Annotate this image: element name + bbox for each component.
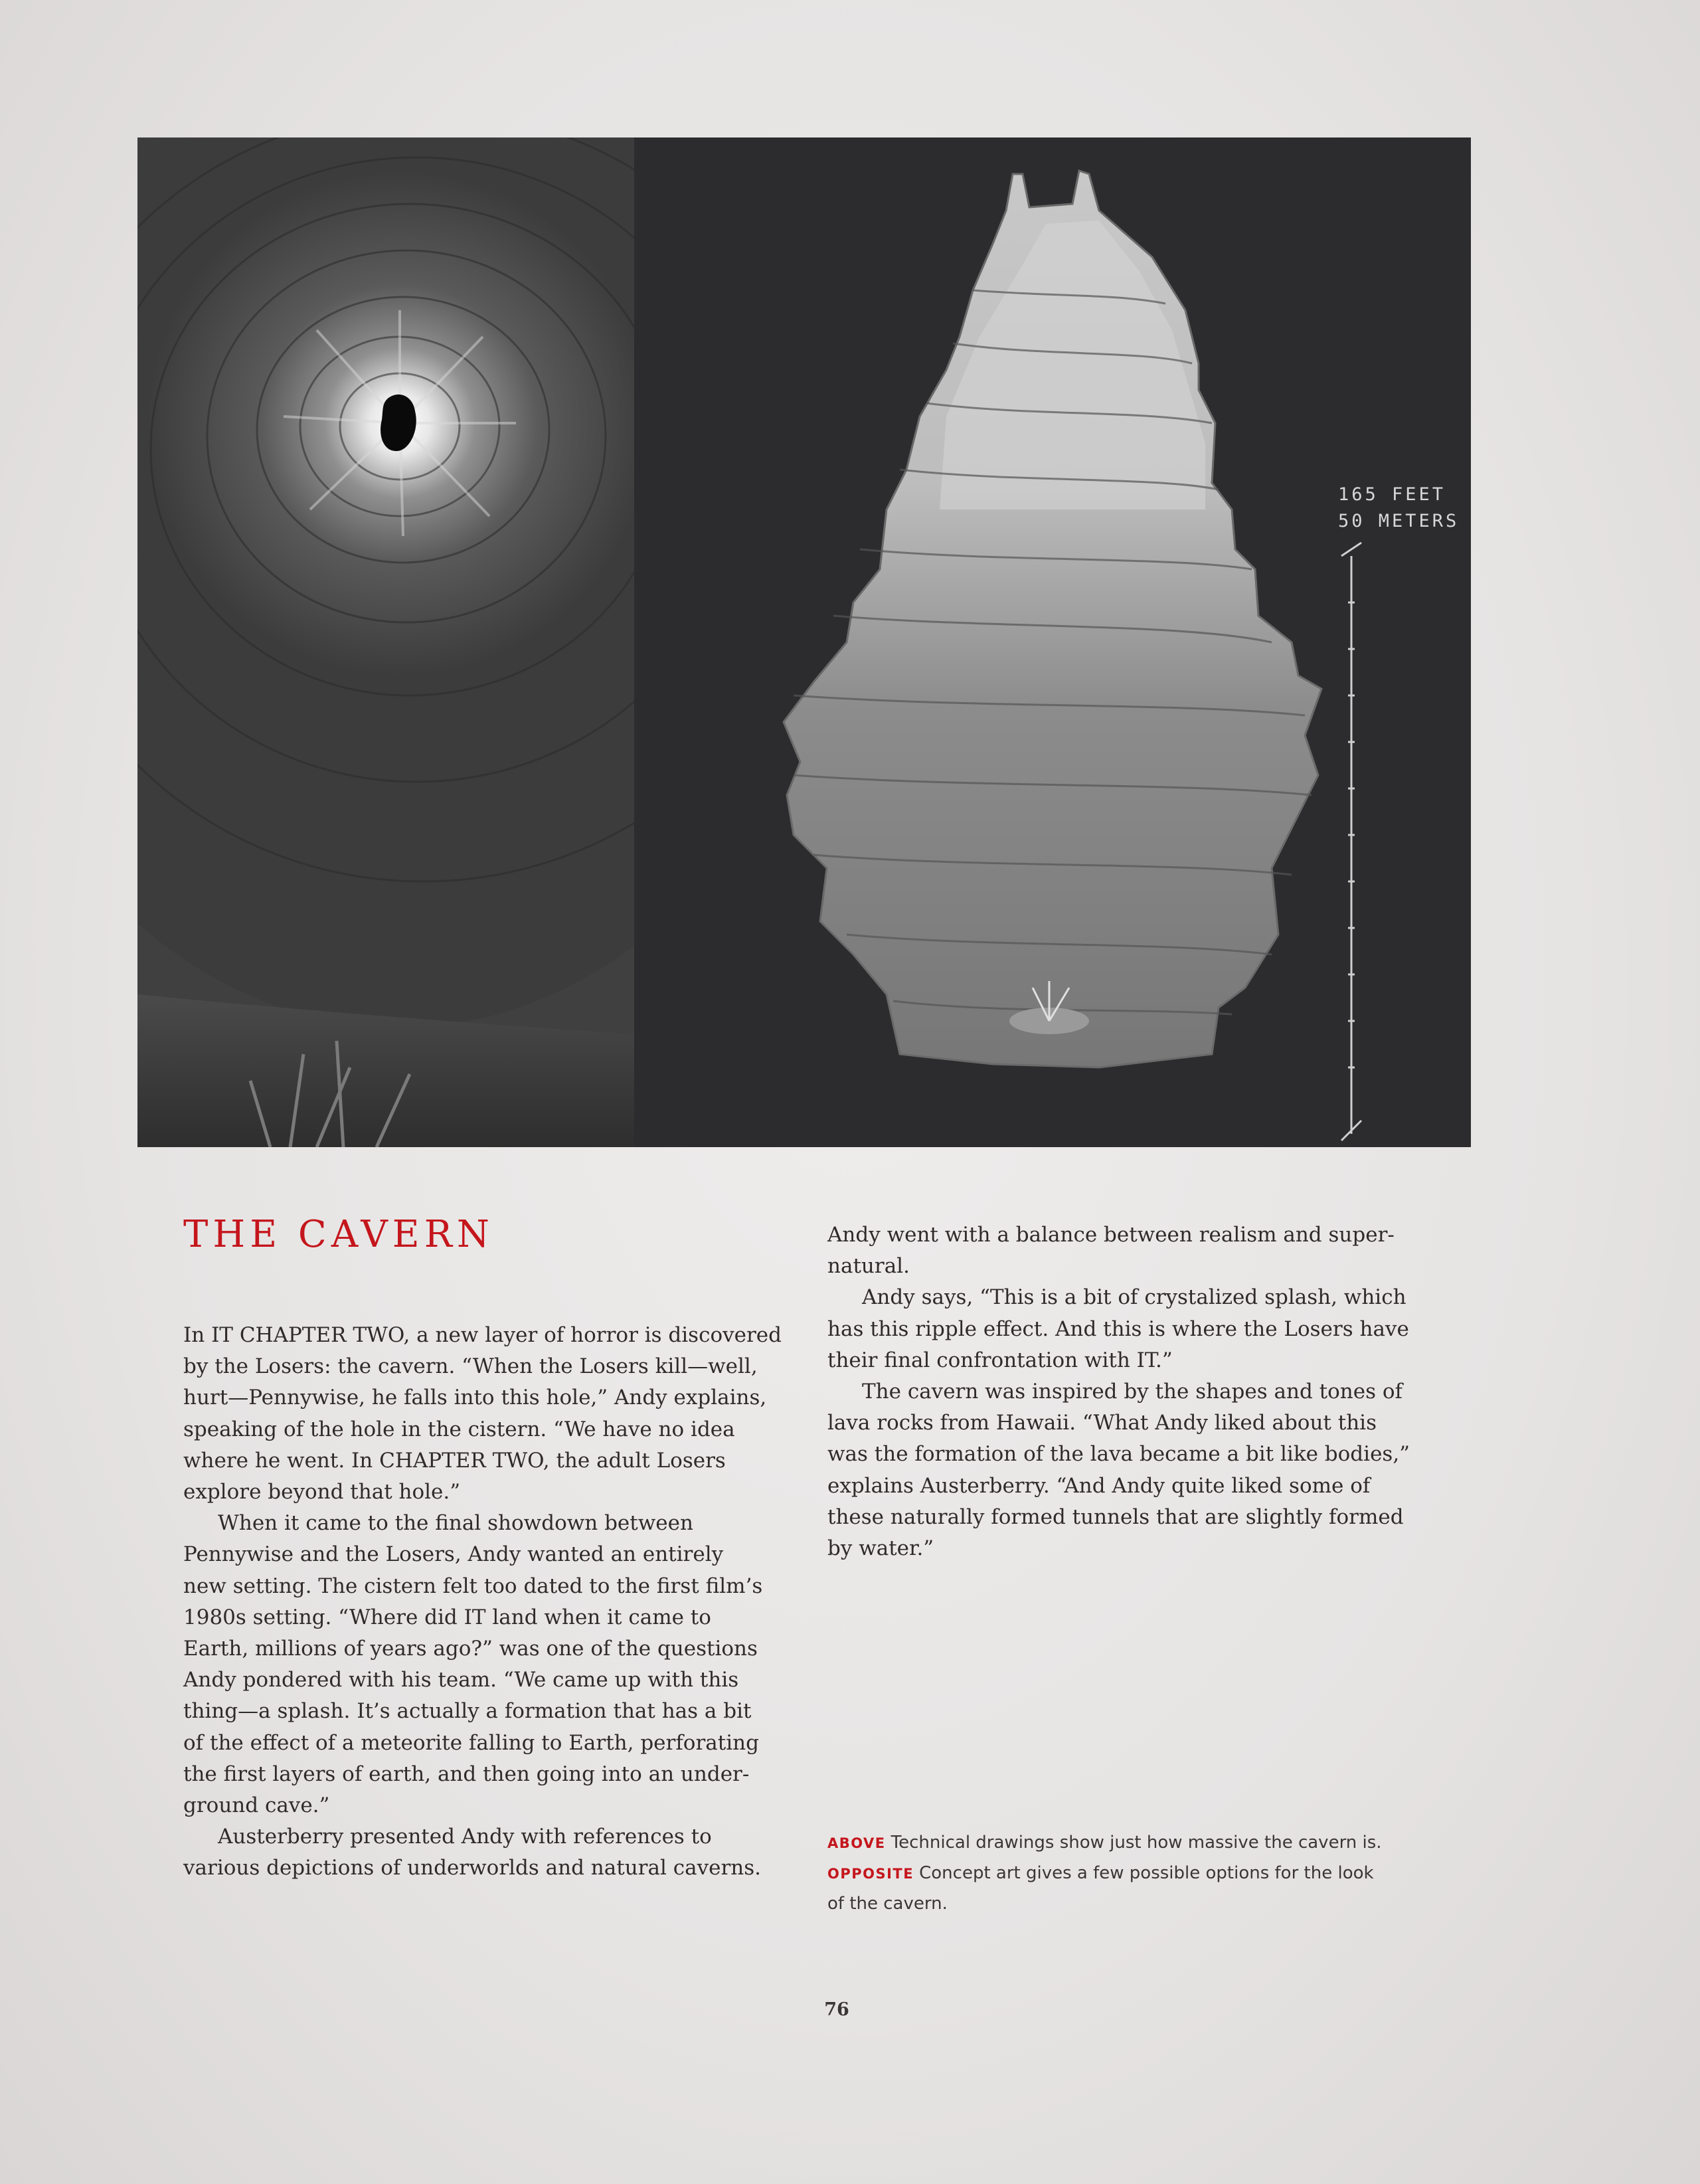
- caption-above: [827, 1828, 1382, 1859]
- caption-opposite-text: Concept art gives a few possible options for the look: [919, 1863, 1374, 1883]
- body-line: lava rocks from Hawaii. “What Andy liked about this: [827, 1411, 1377, 1435]
- body-line: by water.”: [827, 1536, 934, 1561]
- body-line: by the Losers: the cavern. “When the Losers kill—well,: [183, 1354, 758, 1379]
- body-line: When it came to the final showdown between: [218, 1511, 693, 1536]
- body-line: thing—a splash. It’s actually a formation that has a bit: [183, 1699, 752, 1724]
- scale-label: [1338, 482, 1459, 535]
- body-line: Andy pondered with his team. “We came up with this: [183, 1668, 739, 1692]
- scale-meters: 50 METERS: [1338, 511, 1460, 531]
- body-line: various depictions of underworlds and natural caverns.: [183, 1856, 761, 1880]
- cavern-technical-drawing: [634, 137, 1471, 1147]
- body-line: 1980s setting. “Where did IT land when it came to: [183, 1605, 711, 1629]
- body-line-text: In IT CHAPTER TWO, a new layer of horror is discovered: [183, 1323, 782, 1347]
- body-line: the first layers of earth, and then going into an under-: [183, 1762, 750, 1786]
- cistern-hole-render: [137, 137, 634, 1147]
- body-line: Andy went with a balance between realism and super-: [827, 1223, 1395, 1247]
- body-line: their final confrontation with IT.”: [827, 1348, 1173, 1372]
- body-line: these naturally formed tunnels that are slightly formed: [827, 1504, 1404, 1529]
- caption-opposite-continued: of the cavern.: [827, 1894, 948, 1914]
- caption-opposite-label: OPPOSITE: [827, 1866, 914, 1882]
- body-line: The cavern was inspired by the shapes and tones of: [862, 1380, 1402, 1404]
- body-line: natural.: [827, 1254, 910, 1279]
- cistern-hole-illustration: [137, 137, 634, 1147]
- caption-opposite: [827, 1859, 1382, 1889]
- body-line: was the formation of the lava became a bit like bodies,”: [827, 1442, 1410, 1467]
- caption-above-label: ABOVE: [827, 1835, 886, 1851]
- scale-feet: 165 FEET: [1338, 484, 1446, 505]
- scale-bar: [1341, 543, 1361, 1140]
- caption-above-text: Technical drawings show just how massive the cavern is.: [891, 1833, 1382, 1853]
- body-line: explains Austerberry. “And Andy quite liked some of: [827, 1473, 1371, 1498]
- figure: [137, 137, 1471, 1147]
- body-line: of the effect of a meteorite falling to Earth, perforating: [183, 1730, 759, 1755]
- body-line: hurt—Pennywise, he falls into this hole,” Andy explains,: [183, 1386, 767, 1410]
- body-line: ground cave.”: [183, 1793, 330, 1818]
- section-title: THE CAVERN: [183, 1213, 494, 1256]
- figure-captions: [827, 1828, 1382, 1919]
- body-column-right: [827, 1220, 1410, 1564]
- body-line: explore beyond that hole.”: [183, 1480, 461, 1504]
- body-line: new setting. The cistern felt too dated to the first film’s: [183, 1574, 763, 1598]
- body-line: where he went. In CHAPTER TWO, the adult Losers: [183, 1448, 726, 1473]
- body-line: Austerberry presented Andy with references to: [218, 1825, 712, 1849]
- body-line: speaking of the hole in the cistern. “We have no idea: [183, 1417, 735, 1441]
- body-line: Earth, millions of years ago?” was one of the questions: [183, 1637, 758, 1661]
- page-number: 76: [824, 1999, 849, 2020]
- body-line: [183, 1320, 782, 1351]
- body-line: has this ripple effect. And this is where the Losers have: [827, 1317, 1409, 1341]
- body-line: Pennywise and the Losers, Andy wanted an entirely: [183, 1542, 724, 1567]
- body-column-left: [183, 1320, 782, 1884]
- body-line: Andy says, “This is a bit of crystalized splash, which: [862, 1285, 1406, 1310]
- cavern-cross-section: [634, 137, 1471, 1147]
